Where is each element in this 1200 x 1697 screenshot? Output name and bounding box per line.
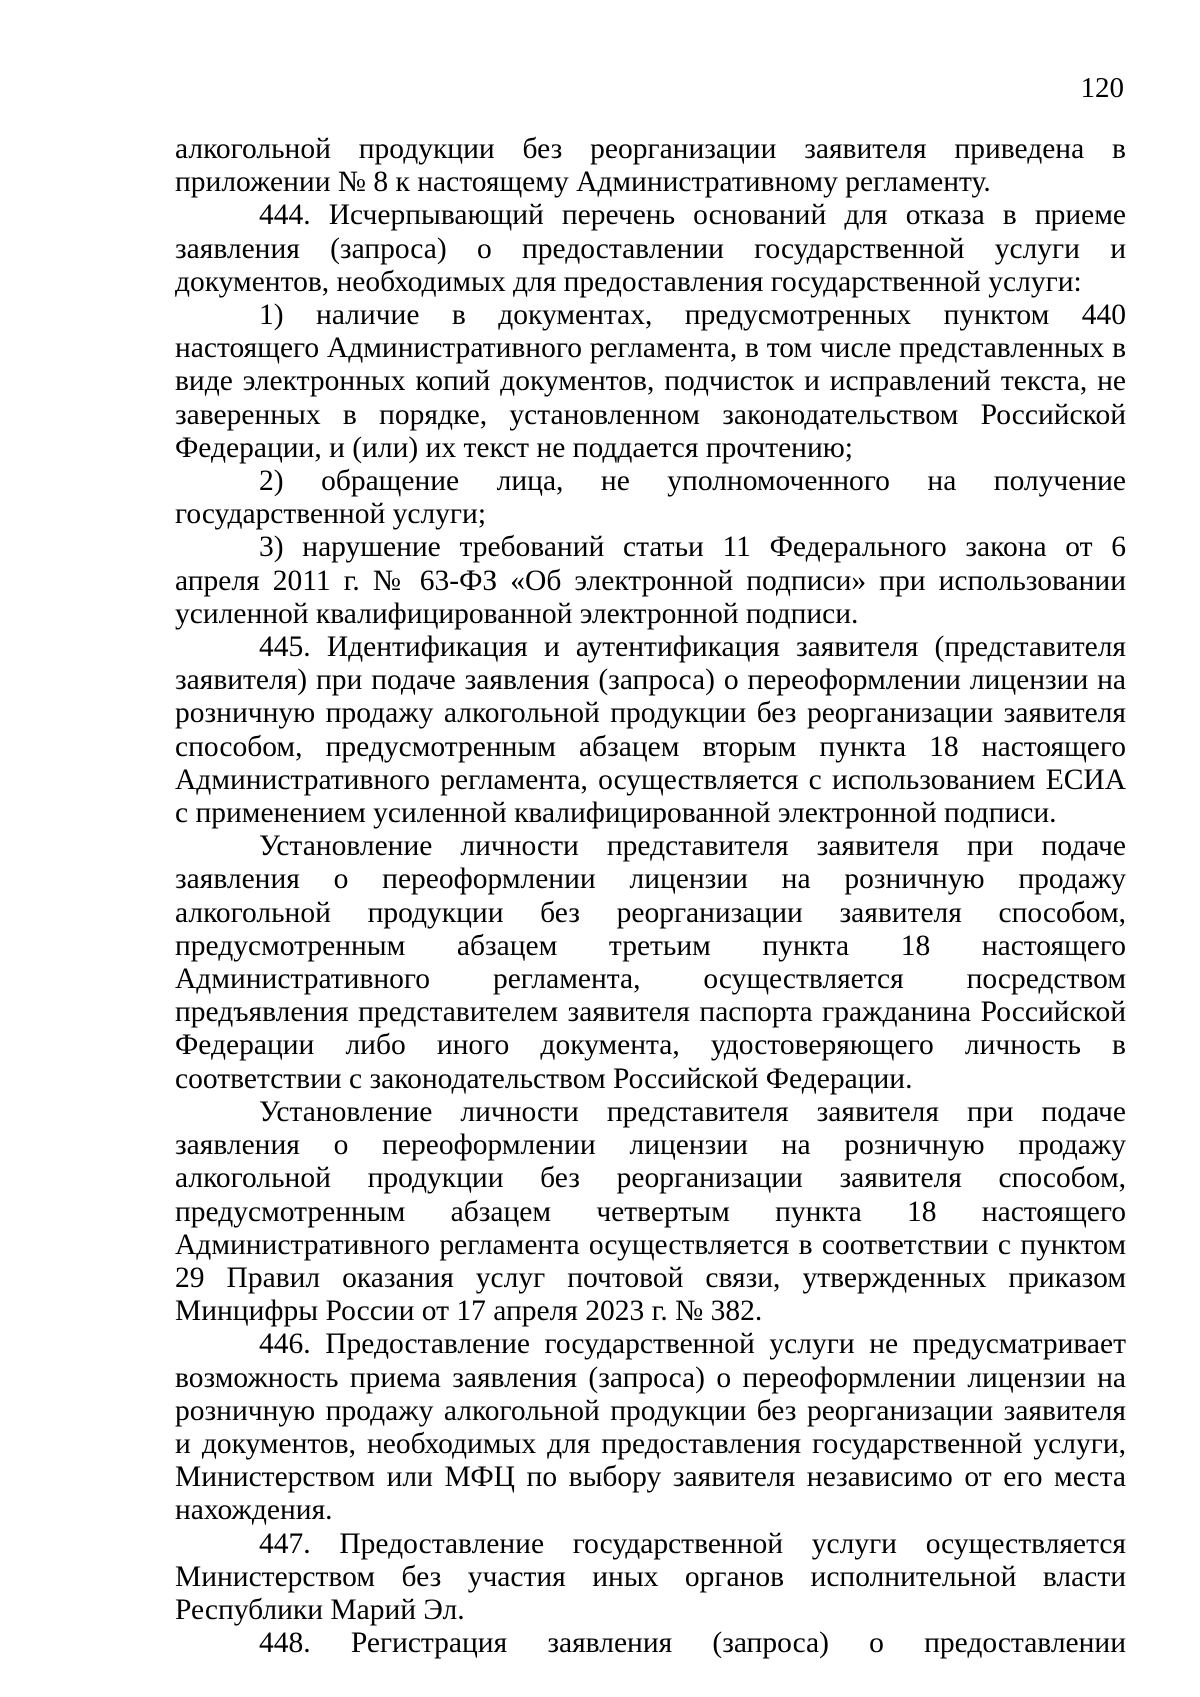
paragraph-445-part-3: Установление личности представителя заявителя при подаче заявления о переоформлении лицензии на розничную продажу алкогольной продукции без реорганизации заявителя способом, предусмотренным абзацем четвертым пункта 18 настоящего Административного регламента осуществляется в соответствии с пунктом 29 Правил оказания услуг почтовой связи, утвержденных приказом Минцифры России от 17 апреля 2023 г. № 382. (175, 1095, 1126, 1328)
paragraph-444-item-2: 2) обращение лица, не уполномоченного на получение государственной услуги; (175, 465, 1126, 531)
paragraph-444-item-3: 3) нарушение требований статьи 11 Федерального закона от 6 апреля 2011 г. № 63-ФЗ «Об электронной подписи» при использовании усиленной квалифицированной электронной подписи. (175, 531, 1126, 630)
paragraph-445: 445. Идентификация и аутентификация заявителя (представителя заявителя) при подаче заявления (запроса) о переоформлении лицензии на розничную продажу алкогольной продукции без реорганизации заявителя способом, предусмотренным абзацем вторым пункта 18 настоящего Административного регламента, осуществляется с использованием ЕСИА с применением усиленной квалифицированной электронной подписи. (175, 631, 1126, 830)
page-number: 120 (1080, 72, 1124, 104)
paragraph-448: 448. Регистрация заявления (запроса) о предоставлении (259, 1627, 1126, 1660)
paragraph-445-part-2: Установление личности представителя заявителя при подаче заявления о переоформлении лицензии на розничную продажу алкогольной продукции без реорганизации заявителя способом, предусмотренным абзацем третьим пункта 18 настоящего Административного регламента, осуществляется посредством предъявления представителем заявителя паспорта гражданина Российской Федерации либо иного документа, удостоверяющего личность в соответствии с законодательством Российской Федерации. (175, 830, 1126, 1095)
paragraph-444-item-1: 1) наличие в документах, предусмотренных пунктом 440 настоящего Административного регламента, в том числе представленных в виде электронных копий документов, подчисток и исправлений текста, не заверенных в порядке, установленном законодательством Российской Федерации, и (или) их текст не поддается прочтению; (175, 299, 1126, 464)
document-body (175, 133, 1126, 1660)
paragraph-446: 446. Предоставление государственной услуги не предусматривает возможность приема заявления (запроса) о переоформлении лицензии на розничную продажу алкогольной продукции без реорганизации заявителя и документов, необходимых для предоставления государственной услуги, Министерством или МФЦ по выбору заявителя независимо от его места нахождения. (175, 1328, 1126, 1527)
paragraph-444: 444. Исчерпывающий перечень оснований для отказа в приеме заявления (запроса) о предоставлении государственной услуги и документов, необходимых для предоставления государственной услуги: (175, 199, 1126, 298)
paragraph-447: 447. Предоставление государственной услуги осуществляется Министерством без участия иных органов исполнительной власти Республики Марий Эл. (175, 1527, 1126, 1626)
paragraph-continuation: алкогольной продукции без реорганизации заявителя приведена в приложении № 8 к настоящему Административному регламенту. (175, 133, 1126, 199)
